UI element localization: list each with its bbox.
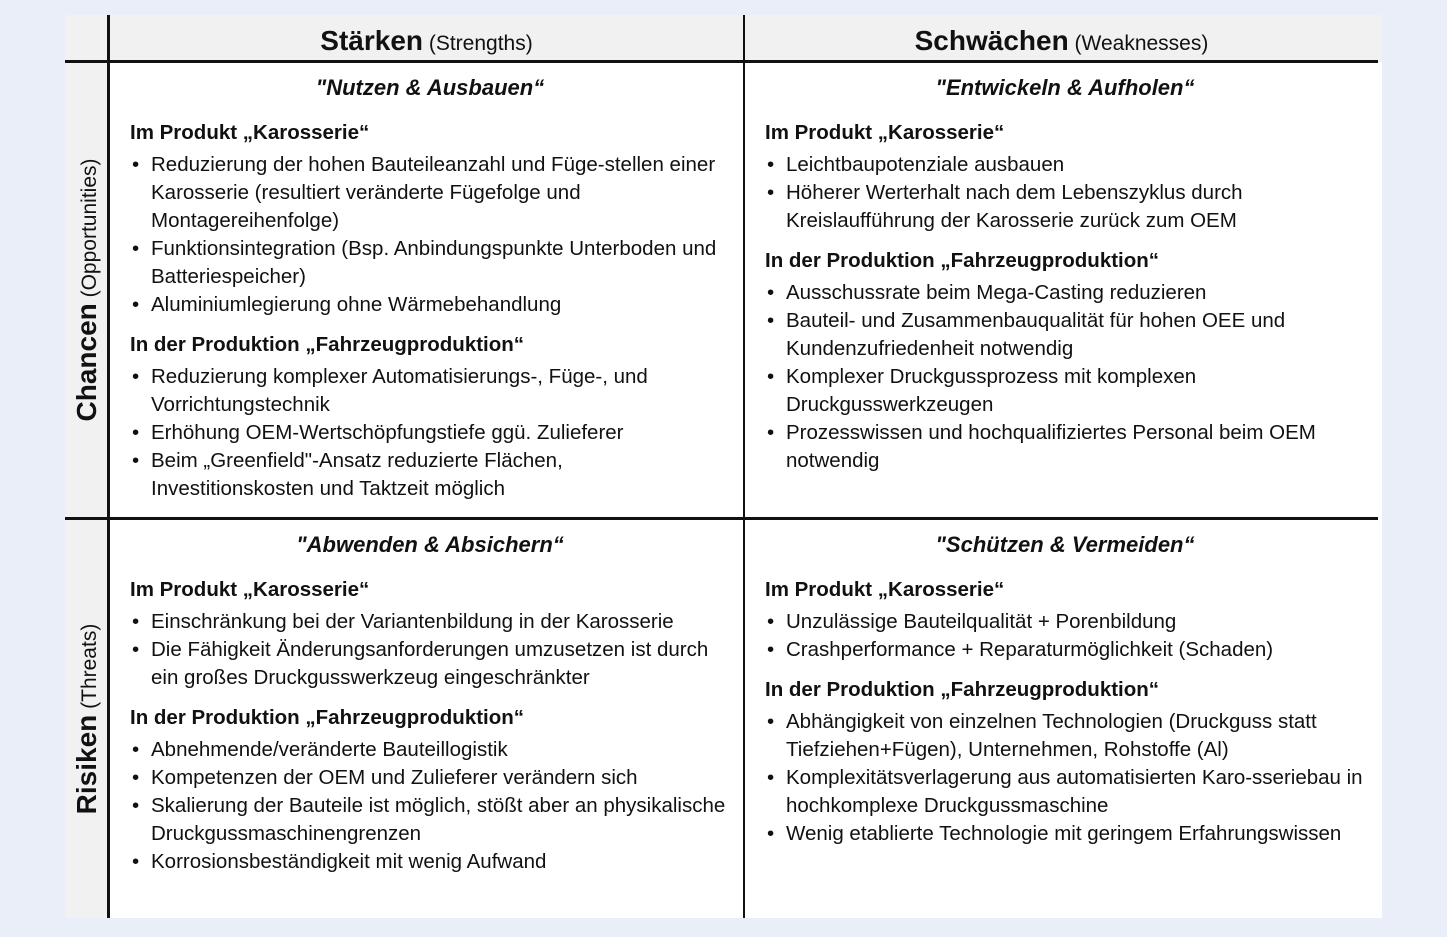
- list-item: • Reduzierung der hohen Bauteileanzahl und Füge-stellen einer Karosserie (resultiert veränderte Fügefolge und Montagereihenfolge): [130, 151, 730, 235]
- column-header-strengths: [110, 21, 743, 61]
- list-item: • Erhöhung OEM-Wertschöpfungstiefe ggü. Zulieferer: [130, 419, 730, 447]
- list-item: • Komplexitätsverlagerung aus automatisierten Karo-sseriebau in hochkomplexe Druckgussmaschine: [765, 764, 1365, 820]
- list-item: • Beim „Greenfield"-Ansatz reduzierte Flächen, Investitionskosten und Taktzeit möglich: [130, 447, 730, 503]
- row-header-threats: [65, 520, 108, 918]
- list-item: • Die Fähigkeit Änderungsanforderungen umzusetzen ist durch ein großes Druckgusswerkzeug eingeschränkter: [130, 636, 730, 692]
- quadrant-st: [130, 520, 730, 890]
- list-item: • Aluminiumlegierung ohne Wärmebehandlung: [130, 291, 730, 319]
- opportunities-subtitle: (Opportunities): [77, 158, 101, 298]
- list-item: • Kompetenzen der OEM und Zulieferer verändern sich: [130, 764, 730, 792]
- list-item: • Abnehmende/veränderte Bauteillogistik: [130, 736, 730, 764]
- quadrant-motto: "Schützen & Vermeiden“: [935, 532, 1195, 557]
- threats-subtitle: (Threats): [77, 623, 101, 709]
- list-item: • Funktionsintegration (Bsp. Anbindungspunkte Unterboden und Batteriespeicher): [130, 235, 730, 291]
- section-heading: In der Produktion „Fahrzeugproduktion“: [130, 706, 525, 729]
- list-item: • Bauteil- und Zusammenbauqualität für hohen OEE und Kundenzufriedenheit notwendig: [765, 307, 1365, 363]
- list-item: • Skalierung der Bauteile ist möglich, stößt aber an physikalische Druckgussmaschinengrenzen: [130, 792, 730, 848]
- bullet-list: [765, 279, 1365, 475]
- section-heading: In der Produktion „Fahrzeugproduktion“: [130, 333, 525, 356]
- list-item: • Korrosionsbeständigkeit mit wenig Aufwand: [130, 848, 730, 876]
- bullet-list: [765, 708, 1365, 848]
- row-header-opportunities: [65, 63, 108, 517]
- bullet-list: [130, 608, 730, 692]
- list-item: • Abhängigkeit von einzelnen Technologien (Druckguss statt Tiefziehen+Fügen), Unternehmen, Rohstoffe (Al): [765, 708, 1365, 764]
- section-heading: Im Produkt „Karosserie“: [765, 578, 1005, 601]
- list-item: • Höherer Werterhalt nach dem Lebenszyklus durch Kreislaufführung der Karosserie zurück zum OEM: [765, 179, 1365, 235]
- quadrant-motto: "Entwickeln & Aufholen“: [935, 75, 1195, 100]
- quadrant-motto: "Abwenden & Absichern“: [296, 532, 564, 557]
- section-heading: In der Produktion „Fahrzeugproduktion“: [765, 249, 1160, 272]
- quadrant-wo: [765, 63, 1365, 489]
- list-item: • Reduzierung komplexer Automatisierungs-, Füge-, und Vorrichtungstechnik: [130, 363, 730, 419]
- section-heading: Im Produkt „Karosserie“: [130, 121, 370, 144]
- strengths-title: Stärken: [320, 25, 423, 56]
- list-item: • Unzulässige Bauteilqualität + Porenbildung: [765, 608, 1365, 636]
- threats-title: Risiken: [70, 714, 102, 815]
- weaknesses-title: Schwächen: [914, 25, 1069, 56]
- section-heading: In der Produktion „Fahrzeugproduktion“: [765, 678, 1160, 701]
- list-item: • Wenig etablierte Technologie mit geringem Erfahrungswissen: [765, 820, 1365, 848]
- weaknesses-subtitle: (Weaknesses): [1074, 32, 1209, 55]
- bullet-list: [130, 736, 730, 876]
- list-item: • Ausschussrate beim Mega-Casting reduzieren: [765, 279, 1365, 307]
- opportunities-title: Chancen: [70, 303, 102, 422]
- list-item: • Crashperformance + Reparaturmöglichkeit (Schaden): [765, 636, 1365, 664]
- bullet-list: [765, 608, 1365, 664]
- list-item: • Prozesswissen und hochqualifiziertes Personal beim OEM notwendig: [765, 419, 1365, 475]
- divider-center-column: [743, 15, 745, 918]
- list-item: • Einschränkung bei der Variantenbildung in der Karosserie: [130, 608, 730, 636]
- bullet-list: [130, 151, 730, 319]
- bullet-list: [765, 151, 1365, 235]
- strengths-subtitle: (Strengths): [428, 32, 533, 55]
- list-item: • Leichtbaupotenziale ausbauen: [765, 151, 1365, 179]
- list-item: • Komplexer Druckgussprozess mit komplexen Druckgusswerkzeugen: [765, 363, 1365, 419]
- section-heading: Im Produkt „Karosserie“: [765, 121, 1005, 144]
- swot-matrix: [65, 15, 1382, 918]
- quadrant-so: [130, 63, 730, 517]
- bullet-list: [130, 363, 730, 503]
- column-header-weaknesses: [745, 21, 1378, 61]
- section-heading: Im Produkt „Karosserie“: [130, 578, 370, 601]
- quadrant-wt: [765, 520, 1365, 862]
- quadrant-motto: "Nutzen & Ausbauen“: [315, 75, 545, 100]
